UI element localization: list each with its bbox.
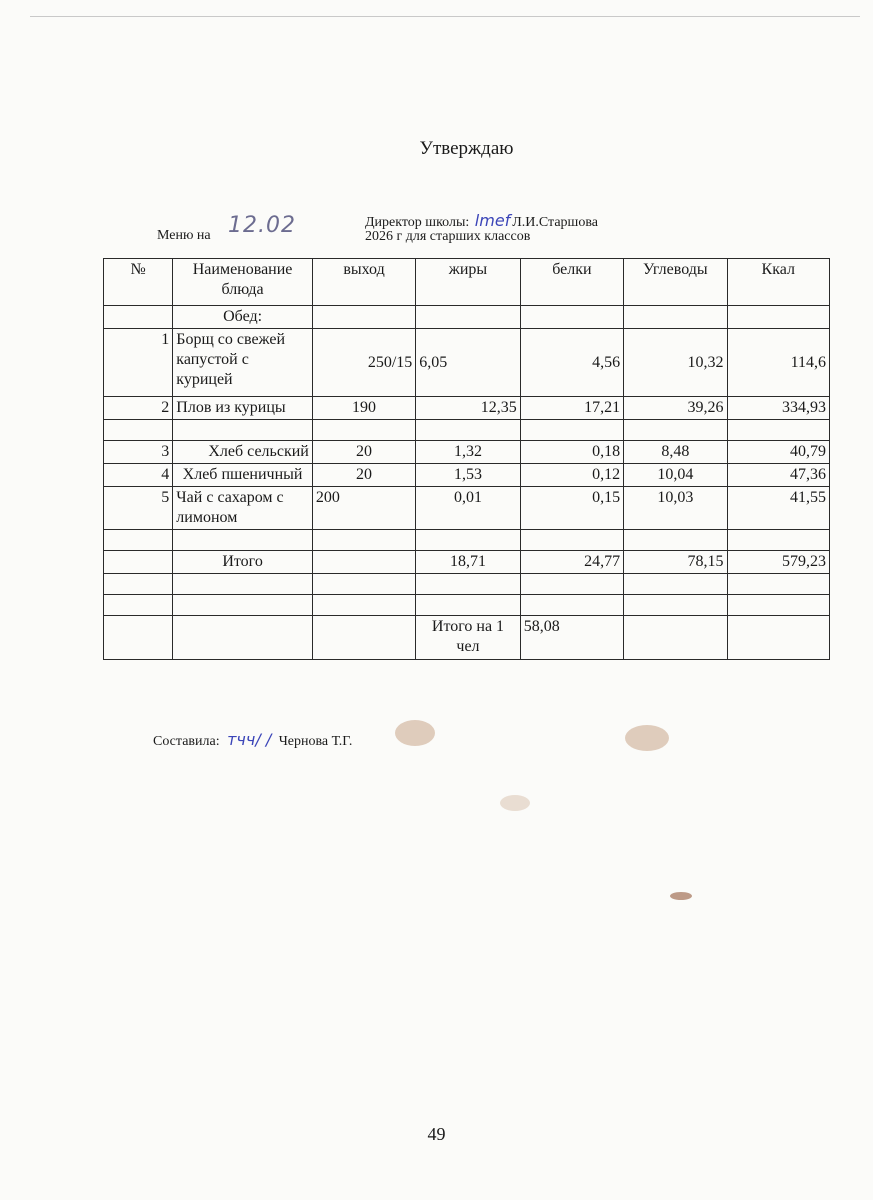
row-num: 2 xyxy=(104,397,173,420)
per-person-row xyxy=(104,616,830,660)
menu-label: Меню на xyxy=(157,228,211,243)
blank-row xyxy=(104,595,830,616)
row-num: 4 xyxy=(104,464,173,487)
row-kcal: 40,79 xyxy=(727,441,829,464)
row-out: 20 xyxy=(312,441,415,464)
composed-by-line xyxy=(153,730,352,750)
row-num: 3 xyxy=(104,441,173,464)
paper-stain xyxy=(625,725,669,751)
row-carb: 10,03 xyxy=(624,487,727,530)
row-kcal: 334,93 xyxy=(727,397,829,420)
row-prot: 4,56 xyxy=(520,329,623,397)
blank-row xyxy=(104,420,830,441)
page-number: 49 xyxy=(427,1124,446,1144)
blank-row xyxy=(104,574,830,595)
row-name: Борщ со свежей капустой с курицей xyxy=(173,329,313,397)
table-row xyxy=(104,329,830,397)
row-prot: 0,18 xyxy=(520,441,623,464)
row-kcal: 47,36 xyxy=(727,464,829,487)
composed-signature: тчч/ / xyxy=(227,730,272,749)
table-row xyxy=(104,397,830,420)
row-prot: 0,12 xyxy=(520,464,623,487)
row-carb: 8,48 xyxy=(624,441,727,464)
col-header-kcal: Ккал xyxy=(727,259,829,306)
total-label: Итого xyxy=(173,551,313,574)
blank-row xyxy=(104,530,830,551)
director-signature: lmef xyxy=(474,211,511,230)
composed-name: Чернова Т.Г. xyxy=(278,734,353,749)
row-num: 1 xyxy=(104,329,173,397)
row-prot: 0,15 xyxy=(520,487,623,530)
per-person-label: Итого на 1 чел xyxy=(416,616,520,660)
row-name: Чай с сахаром с лимоном xyxy=(173,487,313,530)
row-out: 200 xyxy=(312,487,415,530)
table-row xyxy=(104,464,830,487)
total-prot: 24,77 xyxy=(520,551,623,574)
section-label: Обед: xyxy=(173,306,313,329)
row-kcal: 41,55 xyxy=(727,487,829,530)
col-header-num: № xyxy=(104,259,173,306)
col-header-fat: жиры xyxy=(416,259,520,306)
row-fat: 1,32 xyxy=(416,441,520,464)
col-header-out: выход xyxy=(312,259,415,306)
total-kcal: 579,23 xyxy=(727,551,829,574)
composed-label: Составила: xyxy=(153,734,220,749)
per-person-value: 58,08 xyxy=(520,616,623,660)
row-out: 20 xyxy=(312,464,415,487)
paper-stain xyxy=(395,720,435,746)
row-num: 5 xyxy=(104,487,173,530)
table-row xyxy=(104,441,830,464)
scan-edge-line xyxy=(30,16,860,17)
row-name: Плов из курицы xyxy=(173,397,313,420)
row-fat: 1,53 xyxy=(416,464,520,487)
menu-table xyxy=(103,258,830,660)
row-carb: 10,32 xyxy=(624,329,727,397)
row-kcal: 114,6 xyxy=(727,329,829,397)
director-name: Л.И.Старшова xyxy=(512,215,598,230)
row-name: Хлеб сельский xyxy=(173,441,313,464)
row-out: 190 xyxy=(312,397,415,420)
total-row xyxy=(104,551,830,574)
table-row xyxy=(104,487,830,530)
table-header-row xyxy=(104,259,830,306)
section-row xyxy=(104,306,830,329)
total-carb: 78,15 xyxy=(624,551,727,574)
paper-stain xyxy=(670,892,692,900)
total-fat: 18,71 xyxy=(416,551,520,574)
row-name: Хлеб пшеничный xyxy=(173,464,313,487)
director-prefix: Директор школы: xyxy=(365,215,470,230)
director-line xyxy=(365,211,598,231)
col-header-prot: белки xyxy=(520,259,623,306)
row-prot: 17,21 xyxy=(520,397,623,420)
col-header-name: Наименование блюда xyxy=(173,259,313,306)
row-carb: 39,26 xyxy=(624,397,727,420)
row-out: 250/15 xyxy=(312,329,415,397)
row-fat: 0,01 xyxy=(416,487,520,530)
menu-date-handwritten: 12.02 xyxy=(228,213,296,238)
paper-stain xyxy=(500,795,530,811)
row-fat: 6,05 xyxy=(416,329,520,397)
row-carb: 10,04 xyxy=(624,464,727,487)
row-fat: 12,35 xyxy=(416,397,520,420)
year-line: 2026 г для старших классов xyxy=(365,229,531,244)
approval-title: Утверждаю xyxy=(419,138,514,159)
col-header-carb: Углеводы xyxy=(624,259,727,306)
